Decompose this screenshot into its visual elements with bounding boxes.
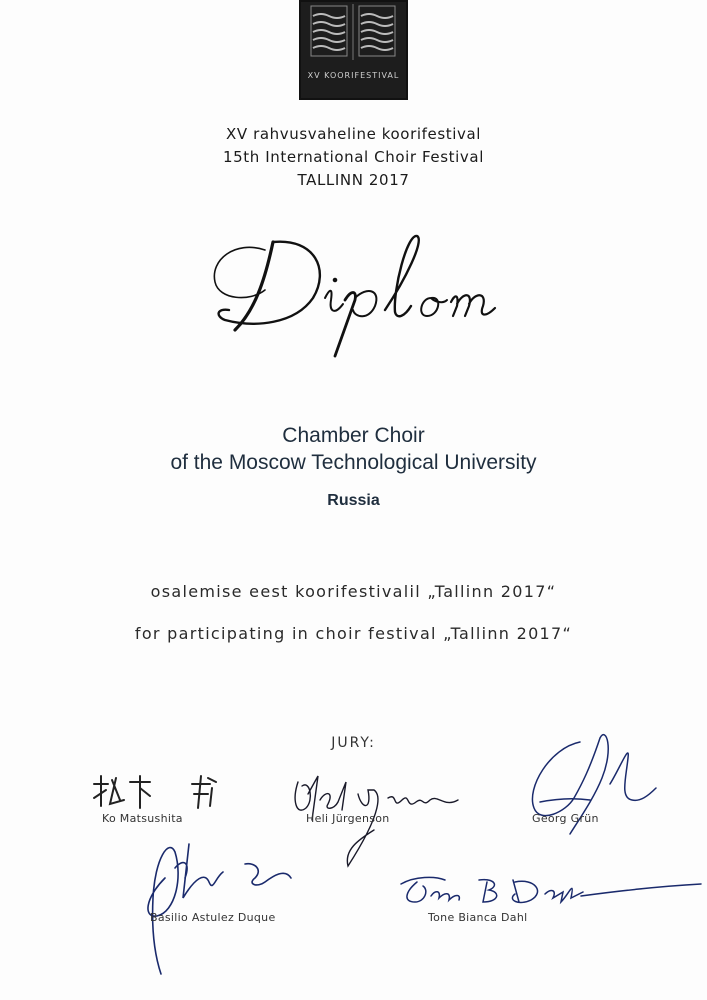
festival-name-estonian: XV rahvusvaheline koorifestival (225, 125, 482, 143)
jury-label: JURY: (331, 735, 376, 751)
festival-name-english: 15th International Choir Festival (223, 148, 484, 166)
festival-logo (299, 0, 408, 100)
jury-member-name: Tone Bianca Dahl (428, 911, 528, 924)
jury-member-name: Ko Matsushita (102, 812, 183, 825)
jury-member-name: Georg Grün (532, 812, 599, 825)
recipient-name-line1: Chamber Choir (282, 424, 425, 447)
reason-english: for participating in choir festival „Tallinn 2017“ (134, 624, 573, 643)
festival-logo-icon (301, 2, 406, 98)
diplom-title (195, 220, 525, 360)
jury-member-name: Heli Jürgenson (306, 812, 390, 825)
jury-member-name: Basilio Astulez Duque (150, 911, 276, 924)
signature-matsushita (88, 770, 228, 814)
recipient-country: Russia (327, 492, 380, 509)
reason-estonian: osalemise eest koorifestivalil „Tallinn 2017“ (150, 582, 557, 601)
recipient-name-line2: of the Moscow Technological University (170, 451, 537, 474)
signature-dahl (395, 872, 705, 912)
festival-city-year: TALLINN 2017 (297, 171, 410, 189)
logo-text: XV KOORIFESTIVAL (307, 71, 400, 80)
signature-astulez (135, 838, 295, 978)
